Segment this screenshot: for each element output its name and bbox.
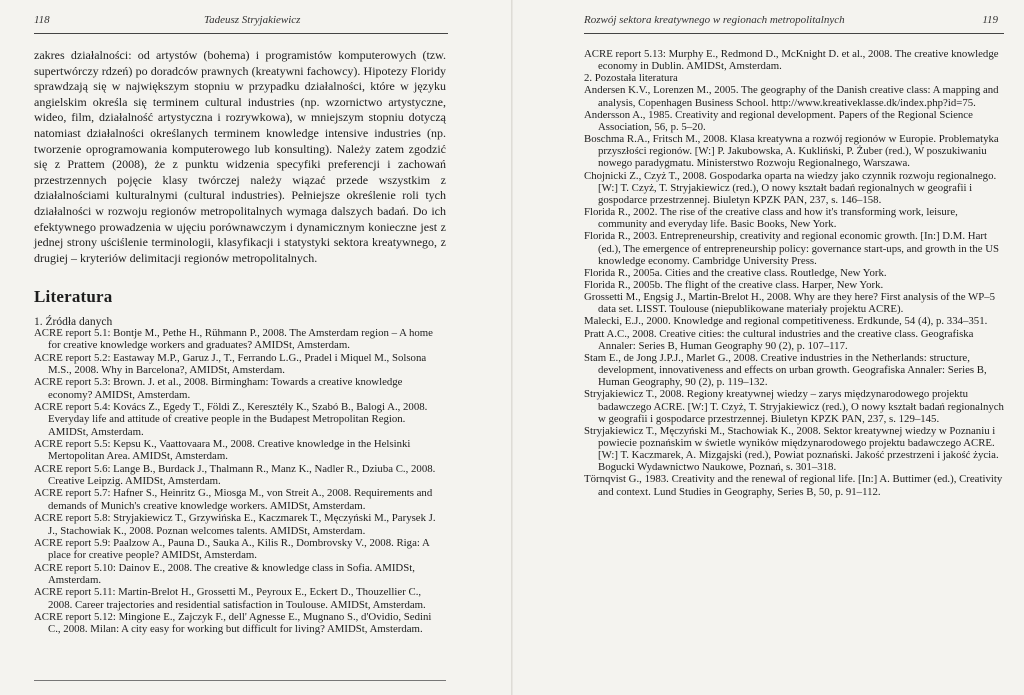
reference-list-right	[584, 48, 1004, 498]
sources-heading: 1. Źródła danych	[34, 316, 113, 328]
running-head-right	[584, 14, 1000, 30]
reference-item: Malecki, E.J., 2000. Knowledge and regional competitiveness. Erdkunde, 54 (4), p. 334–351.	[584, 315, 988, 328]
reference-item: ACRE report 5.9: Paalzow A., Pauna D., Sauka A., Kilis R., Dombrovsky V., 2008. Riga: A place for creative people? AMIDSt, Amsterdam.	[34, 536, 430, 562]
reference-item: ACRE report 5.12: Mingione E., Zajczyk F., dell' Agnesse E., Mugnano S., d'Ovidio, Sedini C., 2008. Milan: A city easy for working but difficult for living? AMIDSt, Amsterdam.	[34, 610, 432, 636]
running-title-left: Tadeusz Stryjakiewicz	[204, 14, 301, 26]
reference-item: Stam E., de Jong J.P.J., Marlet G., 2008. Creative industries in the Netherlands: structure, development, innovativeness and effects on urban growth. Geografiska Annaler: Series B, Human Geography, 90 (2), p. 119–132.	[584, 351, 987, 389]
body-text	[34, 48, 446, 266]
reference-item: Florida R., 2005a. Cities and the creative class. Routledge, New York.	[584, 266, 887, 279]
reference-item: ACRE report 5.6: Lange B., Burdack J., Thalmann R., Manz K., Nadler R., Dziuba C., 2008. Creative Leipzig. AMIDSt, Amsterdam.	[34, 462, 436, 488]
reference-item: ACRE report 5.2: Eastaway M.P., Garuz J., T., Ferrando L.G., Pradel i Miquel M., Solsona M.S., 2008. Why in Barcelona?, AMIDSt, Amsterdam.	[34, 351, 427, 377]
running-title-right: Rozwój sektora kreatywnego w regionach metropolitalnych	[584, 14, 845, 26]
reference-item: Andersson A., 1985. Creativity and regional development. Papers of the Regional Science Association, 56, p. 5–20.	[584, 108, 973, 133]
literature-heading: Literatura	[34, 287, 113, 306]
reference-item: Grossetti M., Engsig J., Martin-Brelot H., 2008. Why are they here? First analysis of the WP–5 data set. LISST. Toulouse (niepublikowane materiały projektu ACRE).	[584, 291, 996, 316]
page-number-left: 118	[34, 14, 50, 26]
reference-item: Florida R., 2005b. The flight of the creative class. Harper, New York.	[584, 278, 884, 291]
reference-item: ACRE report 5.1: Bontje M., Pethe H., Rühmann P., 2008. The Amsterdam region – A home for creative knowledge workers and graduates? AMIDSt, Amsterdam.	[34, 327, 433, 352]
reference-item: Pratt A.C., 2008. Creative cities: the cultural industries and the creative class. Geografiska Annaler: Series B, Human Geography 90 (2), p. 107–117.	[584, 327, 974, 352]
reference-item: ACRE report 5.7: Hafner S., Heinritz G., Miosga M., von Streit A., 2008. Requirements and demands of Munich's creative knowledge workers. AMIDSt, Amsterdam.	[34, 487, 433, 512]
other-literature-heading: 2. Pozostała literatura	[584, 72, 678, 85]
reference-item: Chojnicki Z., Czyż T., 2008. Gospodarka oparta na wiedzy jako czynnik rozwoju regionalnego. [W:] T. Czyż, T. Stryjakiewicz (red.), O nowy kształt badań regionalnych w geografii i gospodarce przestrzennej. Biuletyn KPZK PAN, 237, s. 146–158.	[584, 169, 997, 206]
reference-item: Florida R., 2002. The rise of the creative class and how it's transforming work, leisure, community and everyday life. Basic Books, New York.	[584, 206, 958, 231]
reference-item: Boschma R.A., Fritsch M., 2008. Klasa kreatywna a rozwój regionów w Europie. Problematyka przyszłości regionów. [W:] P. Jakubowska, A. Kukliński, P. Żuber (red.), W poszukiwaniu nowego paradygmatu. Ministerstwo Rozwoju Regionalnego, Warszawa.	[584, 133, 999, 170]
reference-item: ACRE report 5.3: Brown. J. et al., 2008. Birmingham: Towards a creative knowledge economy? AMIDSt, Amsterdam.	[34, 376, 403, 401]
header-rule-right	[584, 33, 1004, 34]
reference-item: ACRE report 5.10: Dainov E., 2008. The creative & knowledge class in Sofia. AMIDSt, Amsterdam.	[34, 561, 415, 586]
reference-item: ACRE report 5.8: Stryjakiewicz T., Grzywińska E., Kaczmarek T., Męczyński M., Parysek J. J., Stachowiak K., 2008. Poznan welcomes talents. AMIDSt, Amsterdam.	[34, 512, 436, 537]
body-paragraph: zakres działalności: od artystów (bohema) i programistów komputerowych (tzw. supertwórczy rdzeń) po doradców prawnych (kreatywni fachowcy). Hipotezy Floridy sprawdzają się w największym stopniu w przypadku działalności, które w języku angielskim określa się terminem cultural industries (np. wzornictwo artystyczne, wideo, film, działalność artystyczna i rozrywkowa), w mniejszym stopniu dotyczą natomiast działalności określanych terminem knowledge intensive industries (np. tworzenie oprogramowania komputerowego lub konsulting). Należy zatem zgodzić się z Prattem (2008), że z punktu widzenia specyfiki preferencji i zachowań przestrzennych pojęcie klasy twórczej należy wiązać przede wszystkim z działalnościami kulturalnymi (cultural industries). Pełniejsze określenie roli tych działalności w rozwoju regionów metropolitalnych wymaga dalszych badań. Do ich efektywnego prowadzenia w ujęciu porównawczym i dynamicznym konieczne jest z jednej strony uściślenie terminologii, klasyfikacji i statystyki sektora kreatywnego, z drugiej – kryteriów delimitacji regionów metropolitalnych.	[34, 48, 446, 265]
reference-item: Stryjakiewicz T., 2008. Regiony kreatywnej wiedzy – zarys międzynarodowego projektu badawczego ACRE. [W:] T. Czyż, T. Stryjakiewicz (red.), O nowy kształt badań regionalnych w geografii i gospodarce przestrzennej. Biuletyn KPZK PAN, 237, s. 129–145.	[584, 388, 1004, 425]
reference-item: Florida R., 2003. Entrepreneurship, creativity and regional economic growth. [In:] D.M. Hart (ed.), The emergence of entrepreneurship policy: governance start-ups, and growth in the US knowledge economy. Cambridge University Press.	[584, 230, 1000, 267]
running-head-left	[34, 14, 446, 30]
reference-item: Törnqvist G., 1983. Creativity and the renewal of regional life. [In:] A. Buttimer (ed.), Creativity and context. Lund Studies in Geography, Series B, 50, p. 91–112.	[584, 473, 1003, 498]
header-rule-left	[34, 33, 448, 34]
reference-item: ACRE report 5.5: Kepsu K., Vaattovaara M., 2008. Creative knowledge in the Helsinki Mertopolitan Area. AMIDSt, Amsterdam.	[34, 438, 411, 463]
reference-item: ACRE report 5.4: Kovács Z., Egedy T., Földi Z., Keresztély K., Szabó B., Balogi A., 2008. Everyday life and attitude of creative people in the Budapest Metropolitan Region. AMIDSt, Amsterdam.	[34, 401, 428, 438]
footer-rule-left	[34, 680, 446, 681]
page-number-right: 119	[982, 14, 998, 26]
reference-item: ACRE report 5.13: Murphy E., Redmond D., McKnight D. et al., 2008. The creative knowledge economy in Dublin. AMIDSt, Amsterdam.	[584, 48, 999, 73]
reference-item: ACRE report 5.11: Martin-Brelot H., Grossetti M., Peyroux E., Eckert D., Thouzellier C., 2008. Career trajectories and residential satisfaction in Toulouse. AMIDSt, Amsterdam.	[34, 586, 426, 611]
reference-item: Stryjakiewicz T., Męczyński M., Stachowiak K., 2008. Sektor kreatywnej wiedzy w Poznaniu i powiecie poznańskim w świetle wyników międzynarodowego projektu badawczego ACRE. [W:] T. Kaczmarek, A. Mizgajski (red.), Powiat poznański. Jakość przestrzeni i jakość życia. Bogucki Wydawnictwo Naukowe, Poznań, s. 301–318.	[584, 424, 999, 474]
reference-item: Andersen K.V., Lorenzen M., 2005. The geography of the Danish creative class: A mapping and analysis, Copenhagen Business School. http://www.kreativeklasse.dk/index.php?id=75.	[584, 84, 999, 109]
reference-list-left	[34, 327, 446, 636]
